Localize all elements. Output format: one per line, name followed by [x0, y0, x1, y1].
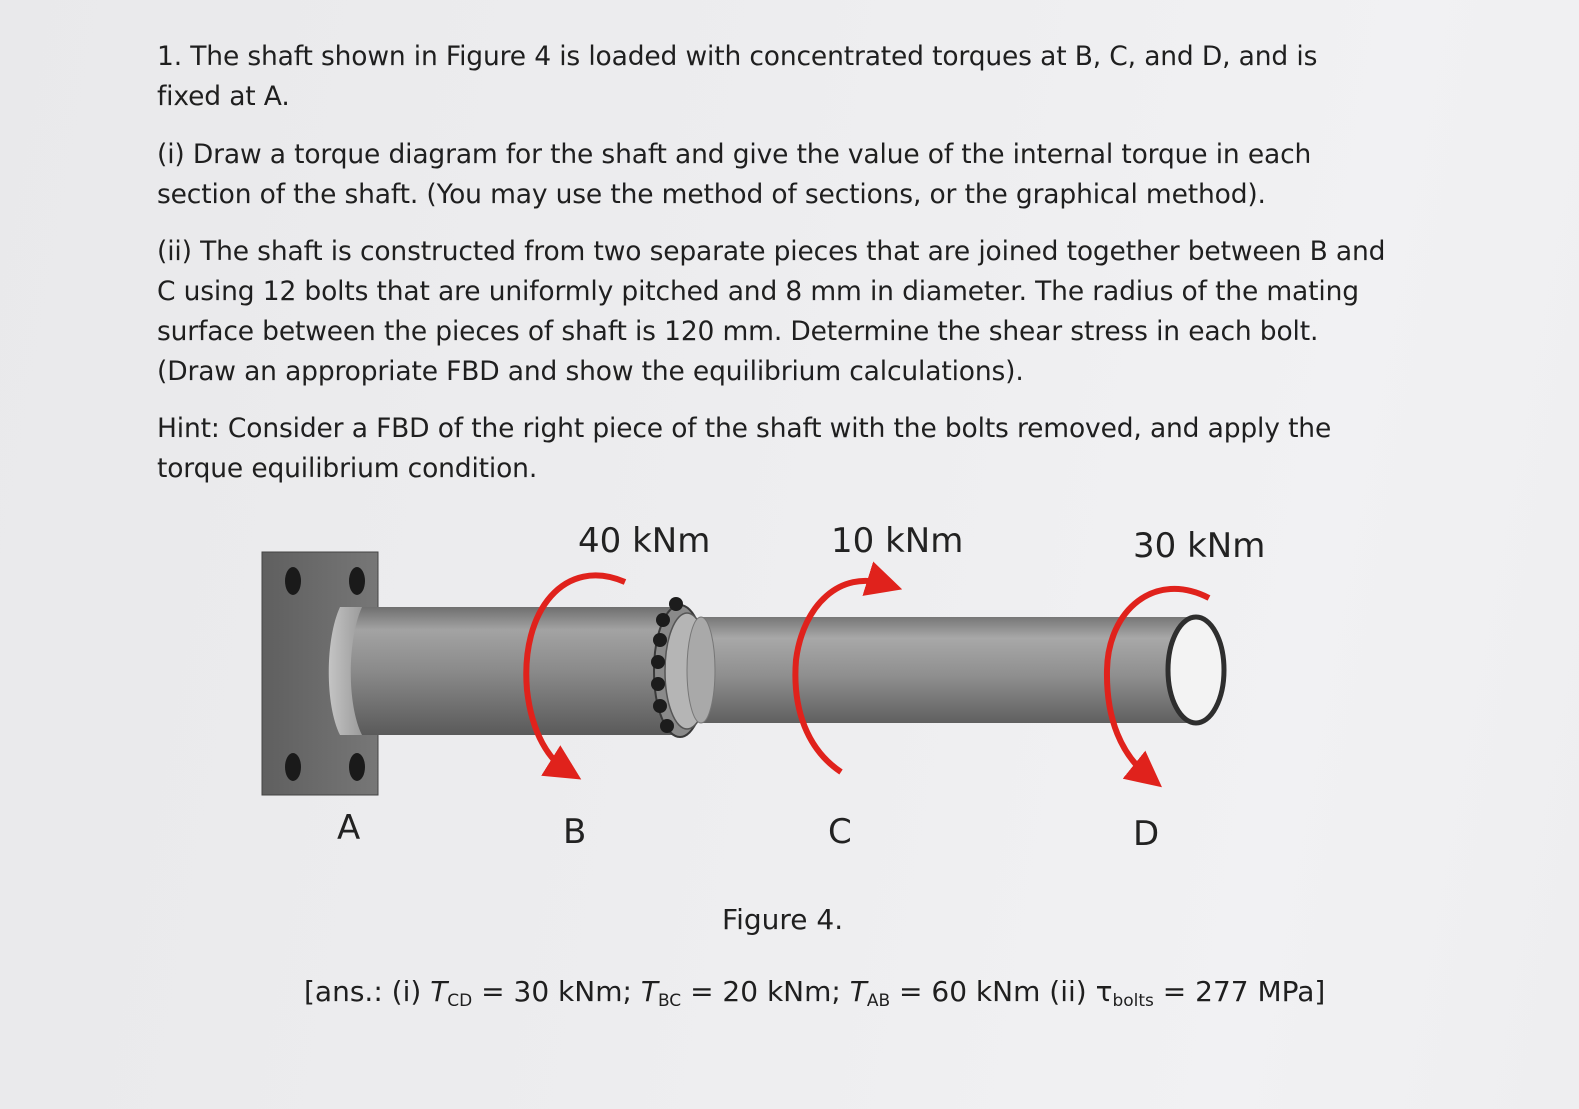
figure-caption: Figure 4. [722, 903, 844, 936]
flange-bolt-icon [653, 633, 667, 647]
problem-hint: Hint: Consider a FBD of the right piece of the shaft with the bolts removed, and apply the torque equilibrium condition. [157, 413, 1332, 484]
right-shaft-piece [687, 617, 1224, 723]
flange-bolt-icon [660, 719, 674, 733]
bolt-head-icon [349, 567, 365, 595]
flange-bolt-icon [651, 655, 665, 669]
problem-part-ii: (ii) The shaft is constructed from two separate pieces that are joined together between B and C using 12 bolts that are uniformly pitched and 8 mm in diameter. The radius of the mating surface between the pieces of shaft is 120 mm. Determine the shear stress in each bolt. (Draw an appropriate FBD and show the equilibrium calculations). [157, 236, 1386, 387]
flange-bolt-icon [653, 699, 667, 713]
bolt-head-icon [285, 567, 301, 595]
point-label-a: A [337, 808, 361, 848]
bolt-head-icon [349, 753, 365, 781]
left-shaft-piece [329, 607, 680, 735]
problem-part-i: (i) Draw a torque diagram for the shaft and give the value of the internal torque in each section of the shaft. (You may use the method of sections, or the graphical method). [157, 139, 1312, 210]
torque-label-d: 30 kNm [1133, 526, 1266, 566]
torque-label-b: 40 kNm [578, 521, 711, 561]
point-label-b: B [563, 812, 587, 852]
point-label-d: D [1133, 814, 1160, 854]
torque-label-c: 10 kNm [831, 521, 964, 561]
bolt-head-icon [285, 753, 301, 781]
point-label-c: C [828, 812, 852, 852]
answer-line: [ans.: (i) $T_{CD} = 30$ kNm; $T_{BC} = 20$ kNm; $T_{AB} = 60$ kNm (ii) $\tau_{bolts} = 277$ MPa] [304, 975, 1326, 1011]
problem-intro: 1. The shaft shown in Figure 4 is loaded with concentrated torques at B, C, and D, and is fixed at A. [157, 41, 1318, 112]
flange-bolt-icon [651, 677, 665, 691]
flange-bolt-icon [669, 597, 683, 611]
flange-bolt-icon [656, 613, 670, 627]
